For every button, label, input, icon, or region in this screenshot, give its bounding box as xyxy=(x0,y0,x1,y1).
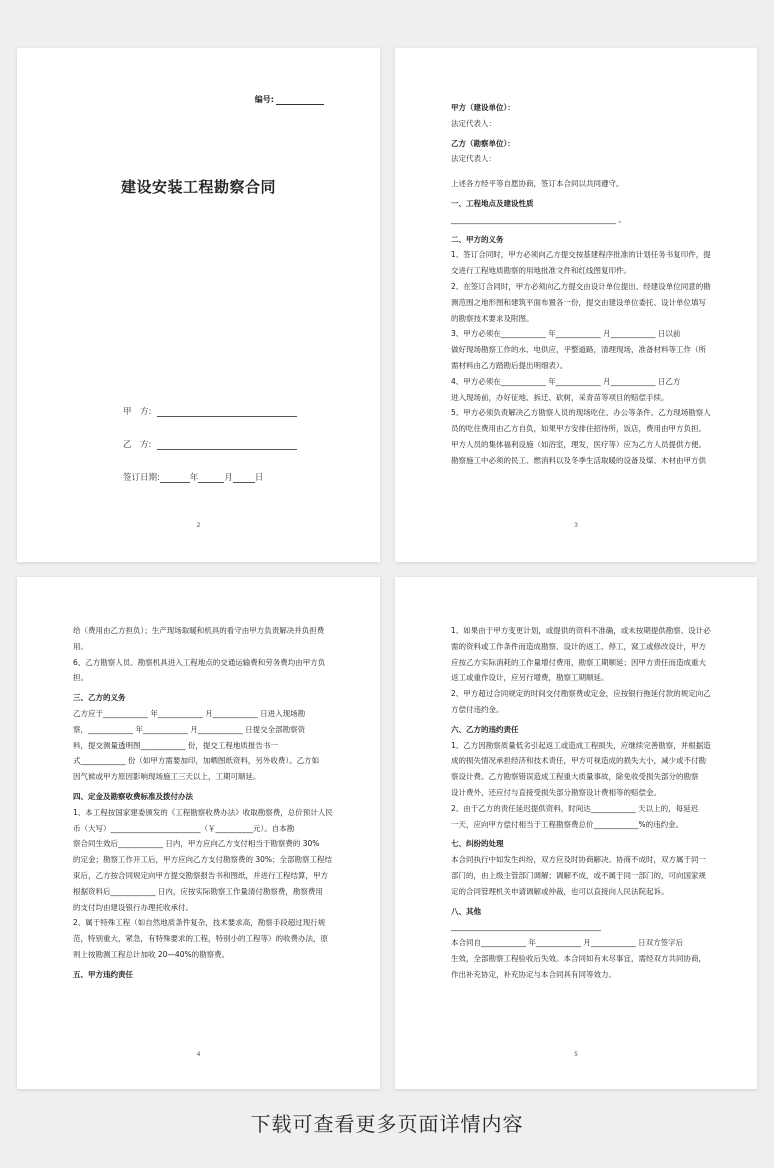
paragraph-line: 作出补充协定，补充协定与本合同具有同等效力。 xyxy=(451,969,616,979)
page-number: 4 xyxy=(196,1051,201,1058)
paragraph-line: 2、甲方超过合同规定的时间交付勘察费或定金，应按银行拖延付款的规定向乙 xyxy=(451,689,711,699)
paragraph-line: 料，提交测量透明图____________ 份，提交工程地质报告书一 xyxy=(73,740,278,750)
cover-page xyxy=(17,48,380,562)
month-label: 月 xyxy=(224,473,233,483)
paragraph-line: 式____________ 份（如甲方需要加印，加晒图纸资料，另外收费）。乙方如 xyxy=(73,756,320,766)
serial-blank xyxy=(276,95,324,105)
section-heading: 二、甲方的义务 xyxy=(451,234,504,244)
paragraph-line: 勘察施工中必须的民工、燃消料以及冬季生活取暖的设备及煤、木材由甲方供 xyxy=(451,455,706,465)
download-prompt: 下载可查看更多页面详情内容 xyxy=(250,1112,524,1136)
paragraph-line: 做好现场勘察工作的水、电供应，平整道路，清理现场，准备材料等工作（所 xyxy=(451,345,706,355)
section-heading: 七、纠纷的处理 xyxy=(451,839,504,849)
paragraph-line: 给（费用由乙方担负）；生产现场取暖和机具的看守由甲方负责解决并负担费 xyxy=(73,626,325,635)
paragraph-line: 币（大写）________________________（￥__________元）。自本勘 xyxy=(73,823,295,833)
paragraph-line: 察设计费。乙方勘察错误造成工程重大质量事故，除免收受损失部分的勘察 xyxy=(451,772,699,782)
paragraph-line: 方偿付违约金。 xyxy=(451,704,504,714)
paragraph-line: 应按乙方实际消耗的工作量增付费用，勘察工期顺延；因甲方责任而造成重大 xyxy=(451,657,706,667)
paragraph-line: 生效，全部勘察工程验收后失效。本合同如有未尽事宜，需经双方共同协商， xyxy=(451,953,706,963)
paragraph-line: 成的损失情况承担经济和技术责任，甲方可视造成的损失大小，减少或不付勘 xyxy=(451,756,706,766)
contract-page-3 xyxy=(395,48,757,562)
paragraph-line: 1、签订合同时，甲方必须向乙方提交按基建程序批准的计划任务书复印件，提 xyxy=(451,250,711,260)
party-b-blank xyxy=(157,440,297,450)
paragraph-line: 用。 xyxy=(73,641,88,651)
paragraph-line: 部门的，由上级主管部门调解；调解不成，或不属于同一部门的，可向国家规 xyxy=(451,870,706,880)
page-number: 2 xyxy=(196,522,201,529)
paragraph-line: 上述各方经平等自愿协商，签订本合同以共同遵守。 xyxy=(451,179,624,189)
page-number: 5 xyxy=(574,1051,578,1058)
paragraph-line: 法定代表人： xyxy=(451,154,496,164)
sign-date-line xyxy=(123,471,263,483)
contract-title: 建设安装工程勘察合同 xyxy=(120,178,276,196)
paragraph-line: 一天，应向甲方偿付相当于工程勘察费总价____________%的违约金。 xyxy=(451,819,684,829)
paragraph-line: 2、由于乙方的责任延迟提供资料，时间达____________ 天以上的，每延迟 xyxy=(451,803,699,813)
party-a-label: 甲 方: xyxy=(123,407,152,417)
paragraph-line: 本合同执行中如发生纠纷，双方应及时协商解决。协商不成时，双方属于同一 xyxy=(451,855,706,865)
paragraph-line: 5、甲方必须负责解决乙方勘察人员的现场吃住、办公等条件。乙方现场勘察人 xyxy=(451,408,711,418)
paragraph-line: 交进行工程地质勘察的用地批准文件和红线图复印件。 xyxy=(451,266,631,276)
paragraph-line: 员的吃住费用由乙方自负，如果甲方安排住招待所，饭店，费用由甲方负担。 xyxy=(451,424,706,434)
paragraph-line: 根据资料后____________ 日内，应按实际勘察工作量清付勘察费，勘察费用 xyxy=(73,886,323,896)
section-heading: 甲方（建设单位）： xyxy=(451,103,515,112)
section-heading: 八、其他 xyxy=(451,906,481,916)
contract-page-5 xyxy=(395,577,757,1089)
paragraph-line: 1、本工程按国家建委颁发的《工程勘察收费办法》收取勘察费，总价预计人民 xyxy=(73,807,333,817)
party-a-sign-line xyxy=(123,405,297,417)
paragraph-line: 则上按勘测工程总计加收 20—40%的勘察费。 xyxy=(73,949,230,959)
paragraph-line: 需材料由乙方踏勘后提出明细表）。 xyxy=(451,360,568,370)
page-number: 3 xyxy=(574,522,578,529)
sign-date-label: 签订日期: xyxy=(123,473,160,483)
paragraph-line: 定的合同管理机关申请调解或仲裁，也可以直接向人民法院起诉。 xyxy=(451,886,669,896)
paragraph-line: 1、乙方因勘察质量低劣引起返工或造成工程损失，应继续完善勘察，并根据造 xyxy=(451,740,711,750)
paragraph-line: 2、在签订合同时，甲方必须向乙方提交由设计单位提出、经建设单位同意的勘 xyxy=(451,281,711,291)
paragraph-line: 担。 xyxy=(73,673,88,683)
serial-label: 编号: xyxy=(254,95,274,104)
party-b-sign-line xyxy=(123,438,297,450)
paragraph-line: 的勘察技术要求及附图。 xyxy=(451,313,534,323)
paragraph-line: 束后，乙方按合同规定向甲方提交勘察报告书和图纸，并进行工程结算，甲方 xyxy=(73,870,328,880)
paragraph-line: 甲方人员的集体福利设施（如浴室，理发，医疗等）应为乙方人员提供方便。 xyxy=(451,439,706,449)
paragraph-line: 察，____________ 年____________ 月____________ 日提交全部勘察资 xyxy=(73,724,306,734)
day-blank xyxy=(233,473,255,483)
section-heading: 乙方（勘察单位）： xyxy=(451,138,515,148)
paragraph-line: 乙方应于____________ 年____________ 月____________ 日进入现场勘 xyxy=(73,708,306,718)
paragraph-line: 4、甲方必须在____________ 年____________ 月____________ 日乙方 xyxy=(451,376,681,386)
day-label: 日 xyxy=(254,473,264,483)
section-heading: 一、工程地点及建设性质 xyxy=(451,198,534,208)
section-heading: 五、甲方违约责任 xyxy=(73,969,133,979)
party-b-label: 乙 方: xyxy=(123,440,152,450)
paragraph-line: 的支付均由建设银行办理托收承付。 xyxy=(73,902,193,912)
paragraph-line: ____________________________________________ 。 xyxy=(451,214,626,224)
page-content xyxy=(73,623,333,983)
paragraph-line: 3、甲方必须在____________ 年____________ 月____________ 日以前 xyxy=(451,329,681,339)
paragraph-line: ________________________________________ xyxy=(451,922,601,932)
paragraph-line: 6、乙方勘察人员、勘察机具进入工程地点的交通运输费和劳务费均由甲方负 xyxy=(73,657,326,667)
page-content xyxy=(451,623,711,983)
section-heading: 四、定金及勘察收费标准及拨付办法 xyxy=(73,791,193,801)
spacer xyxy=(451,167,701,176)
paragraph-line: 1、如果由于甲方变更计划，或提供的资料不准确，或未按期提供勘察、设计必 xyxy=(451,626,711,635)
month-blank xyxy=(198,473,224,483)
page-content xyxy=(451,96,711,469)
year-blank xyxy=(160,473,190,483)
paragraph-line: 法定代表人： xyxy=(451,118,496,128)
party-a-blank xyxy=(157,407,297,417)
section-heading: 六、乙方的违约责任 xyxy=(451,724,519,734)
section-heading: 三、乙方的义务 xyxy=(73,693,126,703)
paragraph-line: 因气候或甲方原因影响现场施工三天以上，工期可顺延。 xyxy=(73,772,261,782)
paragraph-line: 范，特别重大，紧急，有特殊要求的工程，特别小的工程等）的收费办法，原 xyxy=(73,934,328,944)
contract-page-4 xyxy=(17,577,380,1089)
paragraph-line: 测范围之地形图和建筑平面布置各一份，提交由建设单位委托、设计单位填写 xyxy=(451,297,706,307)
paragraph-line: 返工或重作设计，应另行增费，勘察工期顺延。 xyxy=(451,673,609,683)
year-label: 年 xyxy=(189,473,199,483)
paragraph-line: 需的资料或工作条件而造成勘察、设计的返工、停工，窝工或修改设计，甲方 xyxy=(451,641,706,651)
paragraph-line: 本合同自____________ 年____________ 月____________ 日双方签字后 xyxy=(451,938,684,948)
paragraph-line: 的定金；勘察工作开工后，甲方应向乙方支付勘察费的 30%；全部勘察工程结 xyxy=(73,855,333,865)
paragraph-line: 设计费外，还应付与直接受损失部分勘察设计费相等的赔偿金。 xyxy=(451,787,661,797)
paragraph-line: 察合同生效后____________ 日内，甲方应向乙方支付相当于勘察费的 30% xyxy=(73,839,320,849)
paragraph-line: 进入现场前，办好征地、拆迁、砍树，采青苗等项目的赔偿手续。 xyxy=(451,392,669,402)
paragraph-line: 2、属于特殊工程（如自然地质条件复杂，技术要求高，勘察手段超过现行规 xyxy=(73,918,326,928)
serial-number-field xyxy=(255,94,324,105)
